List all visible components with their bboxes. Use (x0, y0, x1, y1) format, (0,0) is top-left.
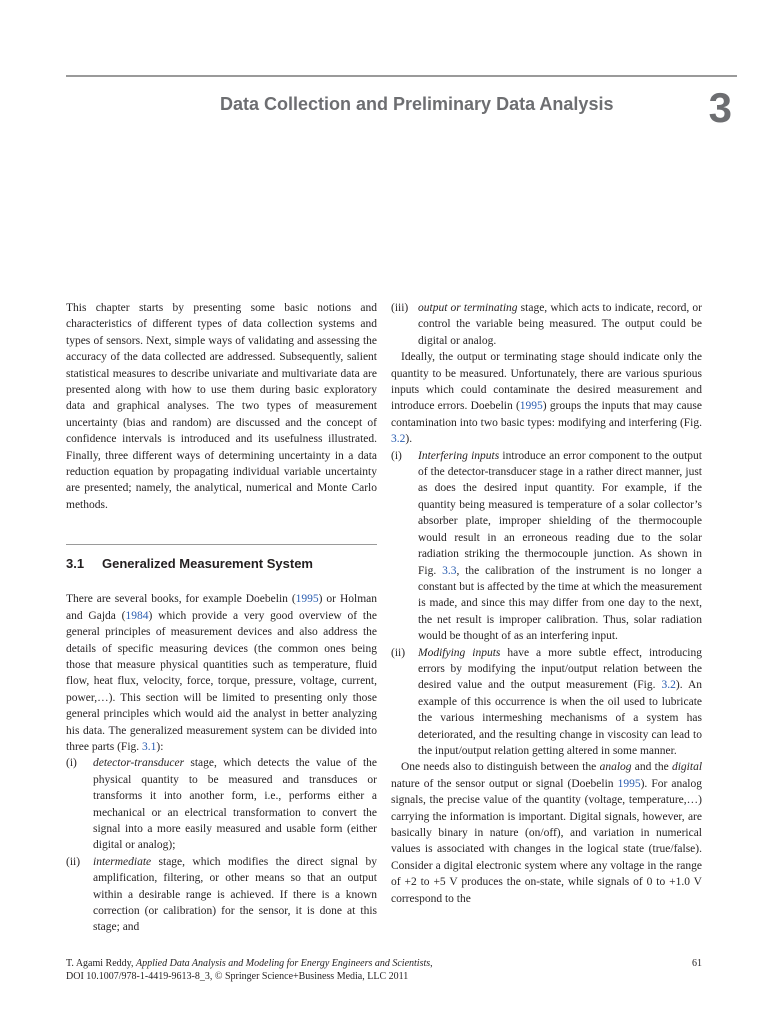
footer-book-title: Applied Data Analysis and Modeling for Energy Engineers and Scientists (136, 958, 431, 969)
section-number: 3.1 (66, 556, 85, 572)
term: intermediate (93, 855, 152, 868)
term: output or terminating (418, 302, 518, 314)
section-title: Generalized Measurement System (102, 556, 313, 572)
citation-link[interactable]: 1995 (617, 777, 641, 790)
paragraph-books: There are several books, for example Doebelin (1995) or Holman and Gajda (1984) which provide a very good overview of the general principles of measurement devices and also address the details of specific measuring devices (the common ones being those that measure physical quantities such as temperature, fluid flow, heat flux, velocity, force, torque, pressure, voltage, current, power,…). This section will be limited to presenting only those general principles which would aid the analyst in better analyzing his data. The generalized measurement system can be divided into three parts (Fig. 3.1): (66, 593, 378, 753)
paragraph-ideally: Ideally, the output or terminating stage should indicate only the quantity to be measured. Unfortunately, there are various spurious inputs which could contaminate the desired measurement and introduce errors. Doebelin (1995) groups the inputs that may cause contamination into two basic types: modifying and interfering (Fig. 3.2). (391, 351, 702, 446)
list-number: (ii) (391, 646, 406, 659)
footer-citation: T. Agami Reddy, Applied Data Analysis and Modeling for Energy Engineers and Scientists, DOI 10.1007/978-1-4419-9613-8_3, © Springer Science+Business Media, LLC 2011 (66, 957, 626, 983)
list-number: (i) (66, 757, 77, 770)
left-column (66, 300, 377, 936)
section-heading (66, 555, 377, 573)
term: Interfering inputs (418, 449, 500, 462)
list-number: (ii) (66, 855, 81, 868)
citation-link[interactable]: 1995 (295, 593, 319, 606)
figure-link[interactable]: 3.3 (442, 564, 457, 577)
intro-paragraph: This chapter starts by presenting some basic notions and characteristics of different types of data collection systems and types of sensors. Next, simple ways of validating and assessing the accuracy of the data collected are addressed. Subsequently, salient statistical measures to describe univariate and multivariate data are presented along with how to use them during basic exploratory data and graphical analyses. The two types of measurement uncertainty (bias and random) are discussed and the concept of confidence intervals is introduced and its usefulness illustrated. Finally, three different ways of determining uncertainty in a data reduction equation by propagating individual variable uncertainty are presented; namely, the analytical, numerical and Monte Carlo methods. (66, 302, 377, 511)
term: digital (671, 761, 703, 774)
term: analog (599, 761, 632, 774)
footer-author: T. Agami Reddy, (66, 958, 136, 969)
list-number: (iii) (391, 302, 409, 314)
paragraph-analog-digital: One needs also to distinguish between the analog and the digital nature of the sensor output or signal (Doebelin 1995). For analog signals, the precise value of the quantity (voltage, temperature,…) carrying the information is important. Digital signals, however, are basically binary in nature (on/off), and variation in numerical values is associated with changes in the logical state (true/false). Consider a digital electronic system where any voltage in the range of +2 to +5 V produces the on-state, while signals of 0 to +1.0 V correspond to the (391, 761, 703, 905)
citation-link[interactable]: 1984 (125, 609, 149, 622)
chapter-number: 3 (708, 84, 732, 131)
citation-link[interactable]: 1995 (519, 400, 543, 413)
top-rule (66, 75, 737, 77)
footer-doi: DOI 10.1007/978-1-4419-9613-8_3, © Springer Science+Business Media, LLC 2011 (66, 971, 409, 982)
figure-link[interactable]: 3.2 (661, 679, 676, 692)
page-number: 61 (692, 958, 702, 969)
list-item: (i) Interfering inputs introduce an error component to the output of the detector-transducer stage in a rather direct manner, just as does the desired input quantity. For example, if the quantity being measured is temperature of a solar collector’s absorber plate, improper shielding of the thermocouple would result in an erroneous reading due to the solar radiation striking the thermocouple junction. As shown in Fig. 3.3, the calibration of the instrument is no longer a constant but is affected by the time at which the measurement is made, and since this may differ from one day to the next, the net result is improper calibration. Thus, solar radiation would be thought of as an interfering input. (391, 448, 702, 645)
list-item: (i) detector-transducer stage, which detects the value of the physical quantity to be measured and transduces or transforms it into another form, i.e., performs either a mechanical or an electrical transformation to convert the signal into a more easily measured and usable form (either digital or analog); (66, 755, 377, 853)
figure-link[interactable]: 3.1 (142, 740, 157, 753)
section-rule (66, 544, 377, 545)
list-item: (ii) Modifying inputs have a more subtle effect, introducing errors by modifying the input/output relation between the desired value and the output measurement (Fig. 3.2). An example of this occurrence is when the oil used to lubricate the various intermeshing mechanisms of a system has deteriorated, and the resulting change in viscosity can lead to the input/output relation getting altered in some manner. (391, 645, 702, 760)
right-column (391, 300, 702, 907)
list-item: (ii) intermediate stage, which modifies the direct signal by amplification, filtering, or other means so that an output within a desirable range is achieved. If there is a known correction (or calibration) for the sensor, it is done at this stage; and (66, 854, 377, 936)
term: detector-transducer (93, 757, 185, 770)
figure-link[interactable]: 3.2 (391, 433, 406, 446)
chapter-title: Data Collection and Preliminary Data Analysis (220, 94, 614, 114)
list-number: (i) (391, 449, 402, 462)
list-item: (iii) output or terminating stage, which acts to indicate, record, or control the variable being measured. The output could be digital or analog. (391, 300, 702, 349)
term: Modifying inputs (418, 646, 501, 659)
